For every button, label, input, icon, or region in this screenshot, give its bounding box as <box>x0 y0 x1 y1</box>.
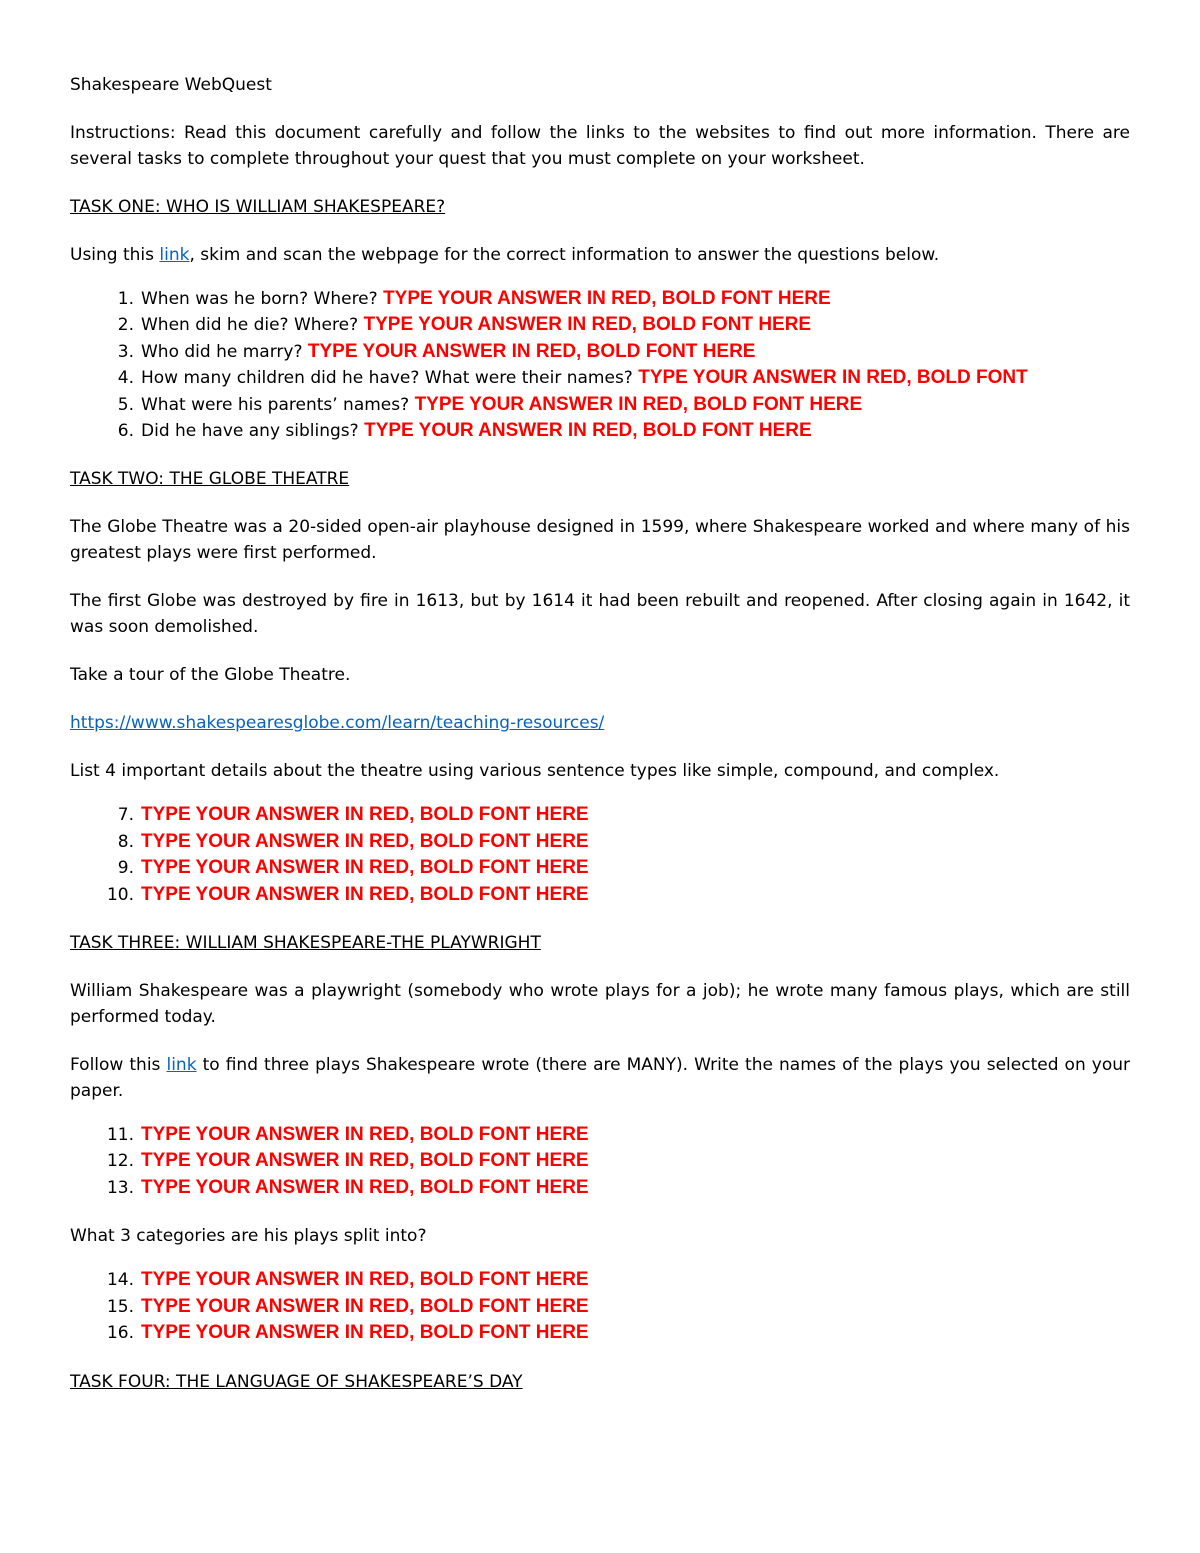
task-three-answer-list <box>70 1122 1130 1201</box>
task-two-answer-list <box>70 802 1130 908</box>
task-three-heading: TASK THREE: WILLIAM SHAKESPEARE-THE PLAYWRIGHT <box>70 933 541 954</box>
question-text: How many children did he have? What were their names? <box>141 368 639 389</box>
list-item <box>70 339 1130 365</box>
answer-field[interactable]: TYPE YOUR ANSWER IN RED, BOLD FONT <box>638 367 1028 389</box>
item-number: 15. <box>106 1296 134 1317</box>
answer-field[interactable]: TYPE YOUR ANSWER IN RED, BOLD FONT HERE <box>307 340 756 362</box>
task-three-instructions <box>70 1052 1130 1104</box>
list-item <box>70 1175 1130 1201</box>
globe-paragraph-2: The first Globe was destroyed by fire in 1613, but by 1614 it had been rebuilt and reopened. After closing again in 1642, it was soon demolished. <box>70 591 1130 638</box>
answer-field[interactable]: TYPE YOUR ANSWER IN RED, BOLD FONT HERE <box>141 1322 589 1344</box>
playwright-paragraph: William Shakespeare was a playwright (somebody who wrote plays for a job); he wrote many famous plays, which are still performed today. <box>70 981 1130 1028</box>
item-number: 13. <box>106 1177 134 1198</box>
item-number: 1. <box>117 289 134 309</box>
list-item <box>70 829 1130 855</box>
question-text: When was he born? Where? <box>141 289 384 309</box>
question-text: When did he die? Where? <box>141 315 364 336</box>
task-one-link[interactable]: link <box>159 245 190 265</box>
list-item <box>70 1294 1130 1320</box>
list-item <box>70 392 1130 418</box>
list-item <box>70 1320 1130 1346</box>
answer-field[interactable]: TYPE YOUR ANSWER IN RED, BOLD FONT HERE <box>364 420 812 442</box>
item-number: 10. <box>106 884 134 905</box>
document-page <box>70 72 1130 1395</box>
answer-field[interactable]: TYPE YOUR ANSWER IN RED, BOLD FONT HERE <box>141 1150 589 1172</box>
item-number: 11. <box>106 1125 134 1146</box>
task-two-prompt: List 4 important details about the theatre using various sentence types like simple, compound, and complex. <box>70 761 1000 782</box>
task-two-heading: TASK TWO: THE GLOBE THEATRE <box>70 469 350 490</box>
list-item <box>70 1122 1130 1148</box>
task-one-intro-text: Using this <box>70 245 160 265</box>
list-item <box>70 312 1130 338</box>
answer-field[interactable]: TYPE YOUR ANSWER IN RED, BOLD FONT HERE <box>383 288 831 309</box>
answer-field[interactable]: TYPE YOUR ANSWER IN RED, BOLD FONT HERE <box>141 857 589 879</box>
list-item <box>70 1148 1130 1174</box>
item-number: 6. <box>117 421 134 442</box>
answer-field[interactable]: TYPE YOUR ANSWER IN RED, BOLD FONT HERE <box>141 1124 589 1146</box>
list-item <box>70 418 1130 444</box>
instructions-paragraph: Instructions: Read this document carefully and follow the links to the websites to find out more information. There are several tasks to complete throughout your quest that you must complete on your worksheet. <box>70 123 1130 169</box>
answer-field[interactable]: TYPE YOUR ANSWER IN RED, BOLD FONT HERE <box>141 1295 589 1317</box>
list-item <box>70 1267 1130 1293</box>
answer-field[interactable]: TYPE YOUR ANSWER IN RED, BOLD FONT HERE <box>141 1269 589 1291</box>
task-one-intro-text-end: , skim and scan the webpage for the correct information to answer the questions below. <box>189 245 940 265</box>
item-number: 4. <box>117 368 134 389</box>
list-item <box>70 365 1130 391</box>
answer-field[interactable]: TYPE YOUR ANSWER IN RED, BOLD FONT HERE <box>141 883 589 905</box>
item-number: 2. <box>117 315 134 336</box>
globe-tour-text: Take a tour of the Globe Theatre. <box>70 665 351 686</box>
list-item <box>70 882 1130 908</box>
question-text: What were his parents’ names? <box>141 394 415 415</box>
task-four-heading: TASK FOUR: THE LANGUAGE OF SHAKESPEARE’S DAY <box>70 1371 523 1392</box>
globe-url-link[interactable]: https://www.shakespearesglobe.com/learn/teaching-resources/ <box>70 713 605 734</box>
task-three-text: Follow this <box>70 1055 167 1076</box>
item-number: 7. <box>117 805 134 826</box>
list-item <box>70 855 1130 881</box>
answer-field[interactable]: TYPE YOUR ANSWER IN RED, BOLD FONT HERE <box>141 830 589 852</box>
item-number: 9. <box>117 858 134 879</box>
answer-field[interactable]: TYPE YOUR ANSWER IN RED, BOLD FONT HERE <box>141 1176 589 1198</box>
globe-paragraph-1: The Globe Theatre was a 20-sided open-air playhouse designed in 1599, where Shakespeare worked and where many of his greatest plays were first performed. <box>70 517 1130 564</box>
item-number: 3. <box>117 341 134 362</box>
categories-answer-list <box>70 1267 1130 1346</box>
document-title: Shakespeare WebQuest <box>70 75 272 95</box>
list-item <box>70 286 1130 312</box>
task-one-question-list <box>70 286 1130 444</box>
item-number: 16. <box>106 1323 134 1344</box>
task-three-text-end: to find three plays Shakespeare wrote (there are MANY). Write the names of the plays you selected on your paper. <box>70 1055 1131 1102</box>
list-item <box>70 802 1130 828</box>
task-three-link[interactable]: link <box>166 1055 197 1076</box>
categories-prompt: What 3 categories are his plays split into? <box>70 1226 427 1247</box>
task-one-heading: TASK ONE: WHO IS WILLIAM SHAKESPEARE? <box>70 197 446 217</box>
item-number: 8. <box>117 831 134 852</box>
item-number: 12. <box>106 1151 134 1172</box>
answer-field[interactable]: TYPE YOUR ANSWER IN RED, BOLD FONT HERE <box>141 804 589 826</box>
task-one-intro <box>70 242 1130 268</box>
answer-field[interactable]: TYPE YOUR ANSWER IN RED, BOLD FONT HERE <box>363 314 812 336</box>
item-number: 14. <box>106 1270 134 1291</box>
answer-field[interactable]: TYPE YOUR ANSWER IN RED, BOLD FONT HERE <box>414 393 863 415</box>
question-text: Who did he marry? <box>141 341 308 362</box>
question-text: Did he have any siblings? <box>141 421 365 442</box>
item-number: 5. <box>117 394 134 415</box>
